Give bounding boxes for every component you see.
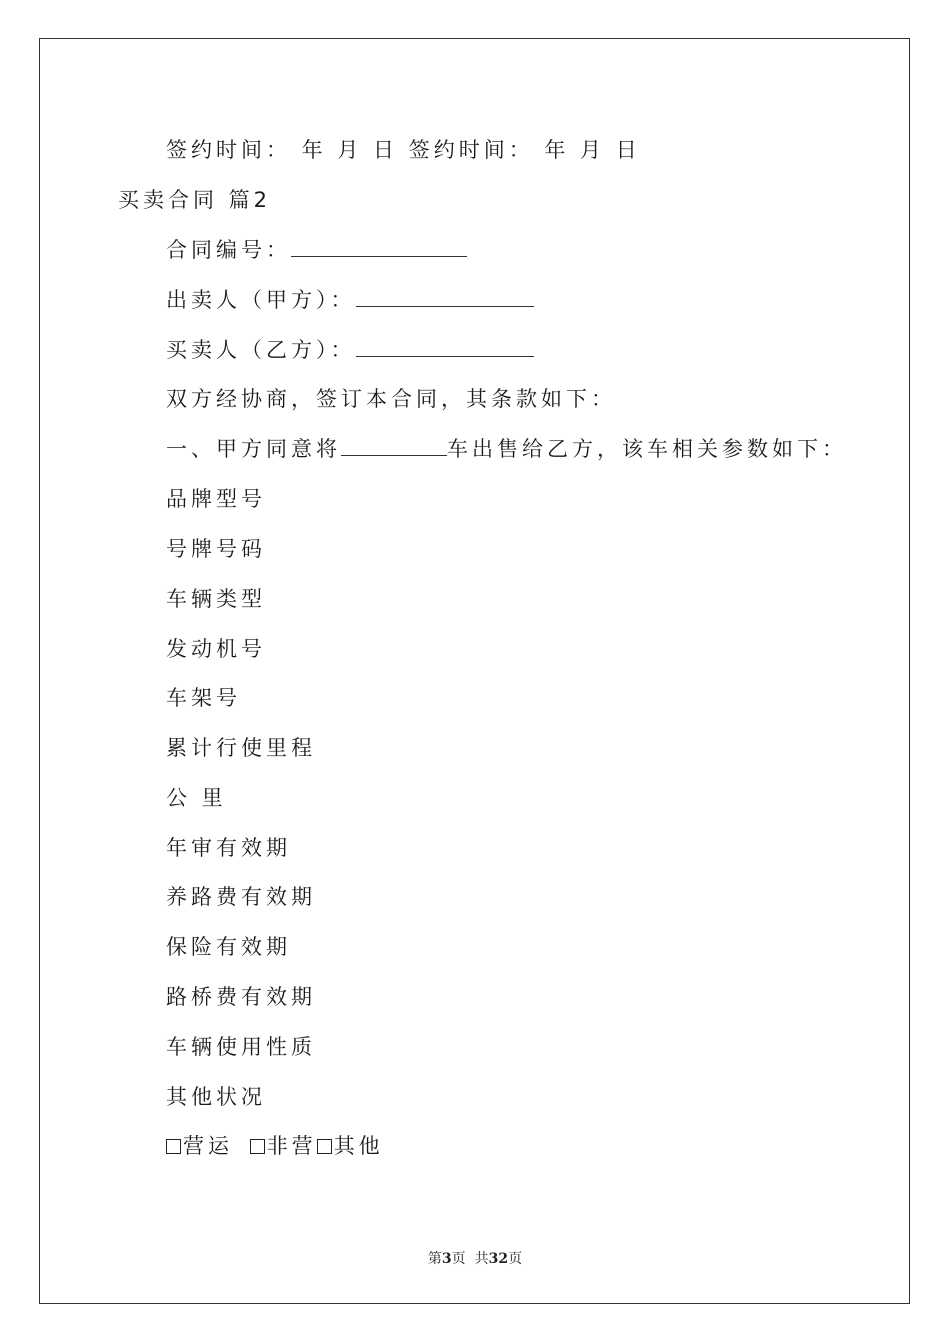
footer-suffix: 页	[508, 1251, 523, 1267]
option-commercial-label: 营运	[183, 1134, 233, 1158]
clause-1	[166, 436, 847, 462]
buyer-blank[interactable]	[356, 340, 534, 357]
param-vehicle-type: 车辆类型	[166, 587, 266, 611]
seller-blank[interactable]	[356, 290, 534, 307]
contract-number-label: 合同编号：	[166, 238, 291, 262]
param-plate-number: 号牌号码	[166, 537, 266, 561]
param-annual-inspection: 年审有效期	[166, 836, 291, 860]
footer-prefix: 第	[427, 1251, 442, 1267]
page-border	[39, 38, 910, 1304]
signing-time-line: 签约时间： 年 月 日 签约时间： 年 月 日	[166, 138, 641, 162]
section-heading: 买卖合同 篇2	[118, 188, 272, 212]
seller-row	[166, 287, 534, 313]
param-road-fee: 养路费有效期	[166, 885, 316, 909]
intro-text: 双方经协商，签订本合同，其条款如下：	[166, 387, 616, 411]
checkbox-non-commercial[interactable]	[250, 1139, 265, 1154]
contract-number-row	[166, 237, 467, 263]
buyer-row	[166, 337, 534, 363]
checkbox-other[interactable]	[317, 1139, 332, 1154]
param-engine-number: 发动机号	[166, 637, 266, 661]
option-other-label: 其他	[333, 1134, 384, 1158]
vehicle-blank[interactable]	[341, 439, 447, 456]
seller-label: 出卖人（甲方）：	[166, 288, 356, 312]
total-pages-number: 32	[488, 1251, 509, 1267]
param-insurance: 保险有效期	[166, 935, 291, 959]
buyer-label: 买卖人（乙方）：	[166, 338, 356, 362]
checkbox-commercial[interactable]	[166, 1139, 181, 1154]
clause-1-prefix: 一、甲方同意将	[166, 437, 341, 461]
contract-number-blank[interactable]	[291, 240, 467, 257]
clause-1-suffix: 车出售给乙方，该车相关参数如下：	[447, 437, 847, 461]
current-page-number: 3	[441, 1251, 452, 1267]
param-brand-model: 品牌型号	[166, 487, 266, 511]
param-usage-nature: 车辆使用性质	[166, 1035, 316, 1059]
param-km-unit: 公 里	[166, 786, 227, 810]
param-mileage: 累计行使里程	[166, 736, 316, 760]
page-footer	[0, 1248, 950, 1268]
param-toll-fee: 路桥费有效期	[166, 985, 316, 1009]
param-other-status: 其他状况	[166, 1085, 266, 1109]
usage-options-row	[166, 1133, 384, 1159]
option-non-commercial-label: 非营	[266, 1134, 317, 1158]
footer-mid: 页 共	[451, 1251, 489, 1267]
param-frame-number: 车架号	[166, 686, 241, 710]
